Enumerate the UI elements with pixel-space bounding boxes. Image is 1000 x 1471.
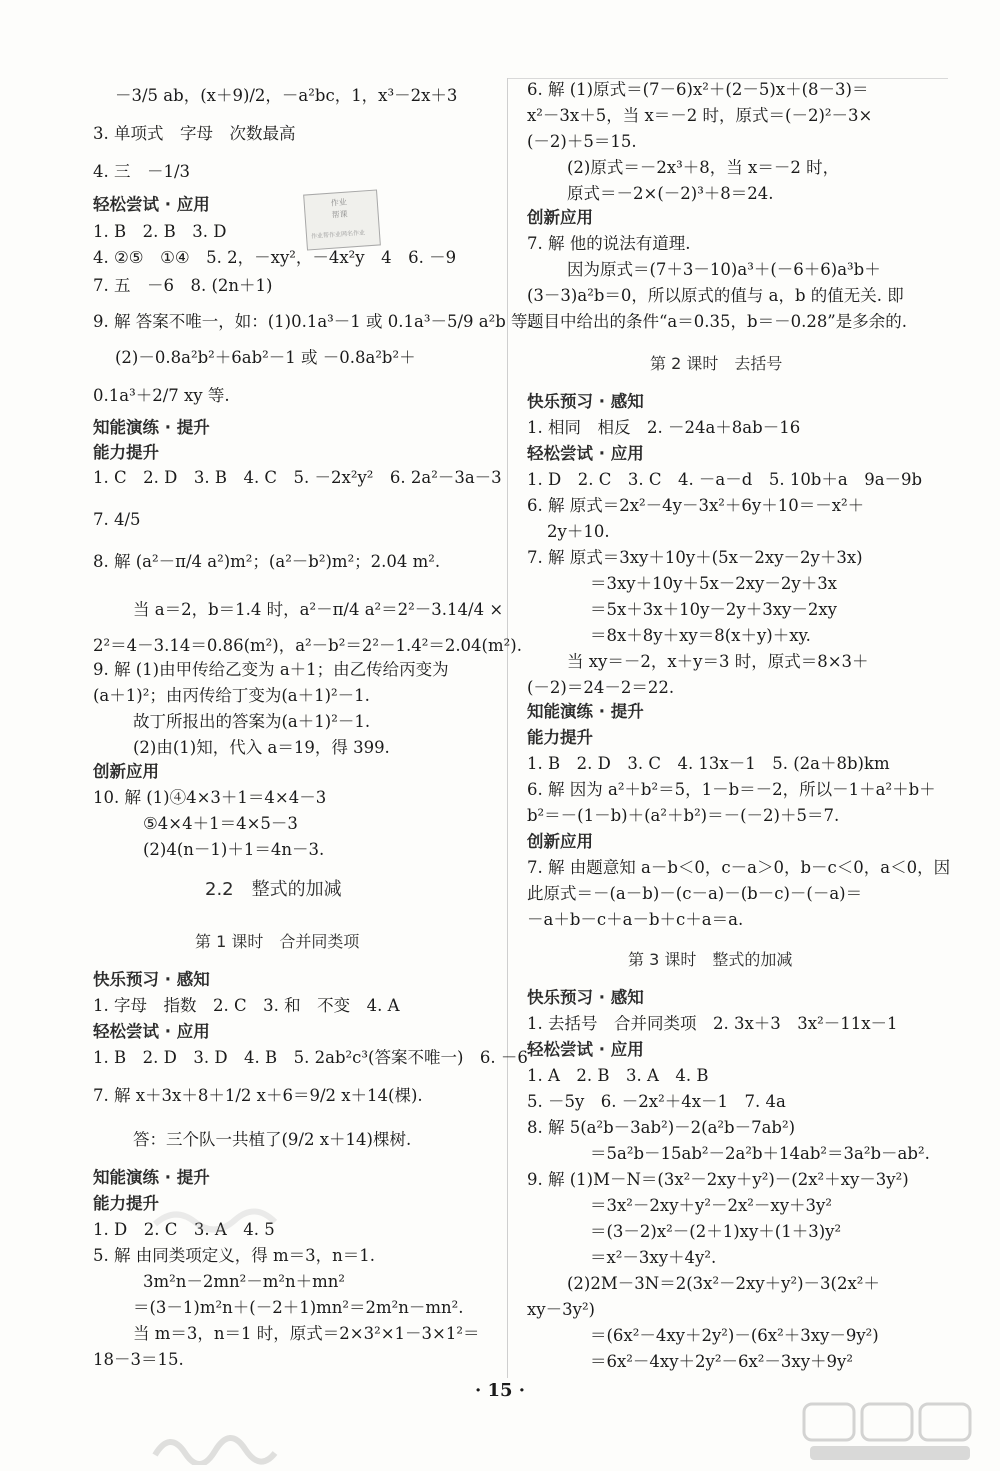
left-text-line: 7. 五 －6 8. (2n＋1) bbox=[93, 276, 273, 295]
left-text-line: 1. B 2. D 3. D 4. B 5. 2ab²c³(答案不唯一) 6. －6 bbox=[93, 1048, 528, 1067]
left-text-line: (2)4(n－1)＋1＝4n－3. bbox=[143, 840, 325, 859]
left-section-label: 创新应用 bbox=[93, 762, 159, 781]
right-text-line: 原式＝－2×(－2)³＋8＝24. bbox=[567, 184, 774, 203]
right-text-line: 7. 解 由题意知 a－b＜0，c－a＞0，b－c＜0，a＜0，因 bbox=[527, 858, 951, 877]
right-text-line: ＝3x²－2xy＋y²－2x²－xy＋3y² bbox=[590, 1196, 832, 1215]
right-text-line: 5. －5y 6. －2x²＋4x－1 7. 4a bbox=[527, 1092, 786, 1111]
right-text-line: (－2)＝24－2＝22. bbox=[527, 678, 675, 697]
watermark-logo-icon bbox=[800, 1400, 980, 1465]
left-text-line: 9. 解 答案不唯一，如：(1)0.1a³－1 或 0.1a³－5/9 a²b 等. bbox=[93, 312, 533, 331]
left-section-title: 第 1 课时 合并同类项 bbox=[195, 932, 360, 951]
left-text-line: 1. D 2. C 3. A 4. 5 bbox=[93, 1220, 275, 1239]
left-text-line: 4. ②⑤ ①④ 5. 2，－xy²，－4x²y 4 6. －9 bbox=[93, 248, 457, 267]
right-text-line: 此原式＝－(a－b)－(c－a)－(b－c)－(－a)＝ bbox=[527, 884, 863, 903]
left-text-line: 当 a＝2，b＝1.4 时，a²－π/4 a²＝2²－3.14/4 × bbox=[133, 600, 504, 619]
left-text-line: (2)由(1)知，代入 a＝19，得 399. bbox=[133, 738, 390, 757]
left-text-line: 1. B 2. B 3. D bbox=[93, 222, 227, 241]
right-section-label: 轻松尝试 · 应用 bbox=[527, 1040, 644, 1059]
right-text-line: ＝(3－2)x²－(2＋1)xy＋(1＋3)y² bbox=[590, 1222, 842, 1241]
right-text-line: 7. 解 他的说法有道理. bbox=[527, 234, 691, 253]
right-text-line: x²－3x＋5，当 x＝－2 时，原式＝(－2)²－3× bbox=[527, 106, 873, 125]
left-text-line: 5. 解 由同类项定义，得 m＝3，n＝1. bbox=[93, 1246, 375, 1265]
left-text-line: 7. 解 x＋3x＋8＋1/2 x＋6＝9/2 x＋14(棵). bbox=[93, 1086, 423, 1105]
left-text-line: 3m²n－2mn²－m²n＋mn² bbox=[143, 1272, 346, 1291]
left-text-line: 7. 4/5 bbox=[93, 510, 141, 529]
right-text-line: 2y＋10. bbox=[547, 522, 610, 541]
right-text-line: ＝6x²－4xy＋2y²－6x²－3xy＋9y² bbox=[590, 1352, 853, 1371]
left-text-line: 0.1a³＋2/7 xy 等. bbox=[93, 386, 230, 405]
right-text-line: 6. 解 原式＝2x²－4y－3x²＋6y＋10＝－x²＋ bbox=[527, 496, 865, 515]
right-section-title: 第 3 课时 整式的加减 bbox=[628, 950, 793, 969]
left-section-label: 能力提升 bbox=[93, 443, 159, 462]
left-section-label: 快乐预习 · 感知 bbox=[93, 970, 210, 989]
watermark-scribble-icon bbox=[150, 1425, 280, 1465]
right-text-line: 当 xy＝－2，x＋y＝3 时，原式＝8×3＋ bbox=[567, 652, 869, 671]
left-text-line: 9. 解 (1)由甲传给乙变为 a＋1；由乙传给丙变为 bbox=[93, 660, 449, 679]
right-text-line: 1. D 2. C 3. C 4. －a－d 5. 10b＋a 9a－9b bbox=[527, 470, 923, 489]
right-text-line: ＝3xy＋10y＋5x－2xy－2y＋3x bbox=[590, 574, 837, 593]
right-text-line: 1. 相同 相反 2. －24a＋8ab－16 bbox=[527, 418, 801, 437]
right-text-line: 6. 解 因为 a²＋b²＝5，1－b＝－2，所以－1＋a²＋b＋ bbox=[527, 780, 936, 799]
right-section-label: 轻松尝试 · 应用 bbox=[527, 444, 644, 463]
left-text-line: 答：三个队一共植了(9/2 x＋14)棵树. bbox=[133, 1130, 412, 1149]
left-text-line: －3/5 ab，(x＋9)/2，－a²bc，1，x³－2x＋3 bbox=[115, 86, 458, 105]
right-text-line: xy－3y²) bbox=[527, 1300, 595, 1319]
stamp-text-3: 作业帮作业网名作业 bbox=[310, 229, 366, 241]
left-text-line: 18－3＝15. bbox=[93, 1350, 184, 1369]
stamp-text-1: 作业 bbox=[330, 197, 348, 208]
left-text-line: 1. C 2. D 3. B 4. C 5. －2x²y² 6. 2a²－3a－3 bbox=[93, 468, 502, 487]
right-text-line: (2)原式＝－2x³＋8，当 x＝－2 时， bbox=[567, 158, 840, 177]
right-text-line: (－2)＋5＝15. bbox=[527, 132, 637, 151]
right-text-line: 9. 解 (1)M－N＝(3x²－2xy＋y²)－(2x²＋xy－3y²) bbox=[527, 1170, 909, 1189]
right-text-line: 6. 解 (1)原式＝(7－6)x²＋(2－5)x＋(8－3)＝ bbox=[527, 80, 869, 99]
right-text-line: ＝5x＋3x＋10y－2y＋3xy－2xy bbox=[590, 600, 837, 619]
left-section-title: 2.2 整式的加减 bbox=[205, 879, 342, 900]
right-text-line: 1. B 2. D 3. C 4. 13x－1 5. (2a＋8b)km bbox=[527, 754, 890, 773]
right-text-line: ＝5a²b－15ab²－2a²b＋14ab²＝3a²b－ab². bbox=[590, 1144, 930, 1163]
right-text-line: (3－3)a²b＝0，所以原式的值与 a，b 的值无关. 即 bbox=[527, 286, 904, 305]
right-section-label: 快乐预习 · 感知 bbox=[527, 392, 644, 411]
right-text-line: 1. 去括号 合并同类项 2. 3x＋3 3x²－11x－1 bbox=[527, 1014, 898, 1033]
right-text-line: (2)2M－3N＝2(3x²－2xy＋y²)－3(2x²＋ bbox=[567, 1274, 880, 1293]
left-text-line: 3. 单项式 字母 次数最高 bbox=[93, 124, 296, 143]
left-section-label: 知能演练 · 提升 bbox=[93, 1168, 210, 1187]
left-text-line: 当 m＝3，n＝1 时，原式＝2×3²×1－3×1²＝ bbox=[133, 1324, 480, 1343]
right-text-line: 7. 解 原式＝3xy＋10y＋(5x－2xy－2y＋3x) bbox=[527, 548, 863, 567]
left-section-label: 能力提升 bbox=[93, 1194, 159, 1213]
page-number: · 15 · bbox=[474, 1380, 526, 1401]
right-text-line: －a＋b－c＋a－b＋c＋a＝a. bbox=[527, 910, 744, 929]
right-text-line: ＝x²－3xy＋4y². bbox=[590, 1248, 717, 1267]
stamp-image bbox=[303, 189, 381, 250]
left-text-line: 4. 三 －1/3 bbox=[93, 162, 191, 181]
right-text-line: ＝(6x²－4xy＋2y²)－(6x²＋3xy－9y²) bbox=[590, 1326, 879, 1345]
right-section-label: 创新应用 bbox=[527, 208, 593, 227]
left-text-line: ＝(3－1)m²n＋(－2＋1)mn²＝2m²n－mn². bbox=[133, 1298, 464, 1317]
right-section-label: 快乐预习 · 感知 bbox=[527, 988, 644, 1007]
right-text-line: ＝8x＋8y＋xy＝8(x＋y)＋xy. bbox=[590, 626, 811, 645]
left-section-label: 轻松尝试 · 应用 bbox=[93, 1022, 210, 1041]
right-section-label: 能力提升 bbox=[527, 728, 593, 747]
left-text-line: 10. 解 (1)④4×3＋1＝4×4－3 bbox=[93, 788, 327, 807]
left-section-label: 知能演练 · 提升 bbox=[93, 418, 210, 437]
right-text-line: 1. A 2. B 3. A 4. B bbox=[527, 1066, 709, 1085]
left-text-line: (2)－0.8a²b²＋6ab²－1 或 －0.8a²b²＋ bbox=[115, 348, 416, 367]
left-text-line: 2²＝4－3.14＝0.86(m²)，a²－b²＝2²－1.4²＝2.04(m²). bbox=[93, 636, 522, 655]
left-text-line: (a＋1)²；由丙传给丁变为(a＋1)²－1. bbox=[93, 686, 370, 705]
watermark-faint-icon bbox=[150, 1200, 280, 1234]
left-section-label: 轻松尝试 · 应用 bbox=[93, 195, 210, 214]
right-text-line: b²＝－(1－b)＋(a²＋b²)＝－(－2)＋5＝7. bbox=[527, 806, 840, 825]
left-text-line: 8. 解 (a²－π/4 a²)m²；(a²－b²)m²；2.04 m². bbox=[93, 552, 441, 571]
right-text-line: 题目中给出的条件“a＝0.35，b＝－0.28”是多余的. bbox=[527, 312, 907, 331]
stamp-text-2: 帮课 bbox=[331, 209, 348, 220]
right-text-line: 8. 解 5(a²b－3ab²)－2(a²b－7ab²) bbox=[527, 1118, 796, 1137]
column-divider bbox=[507, 78, 508, 1378]
right-section-label: 知能演练 · 提升 bbox=[527, 702, 644, 721]
right-text-line: 因为原式＝(7＋3－10)a³＋(－6＋6)a³b＋ bbox=[567, 260, 881, 279]
right-section-label: 创新应用 bbox=[527, 832, 593, 851]
left-text-line: ⑤4×4＋1＝4×5－3 bbox=[143, 814, 298, 833]
right-section-title: 第 2 课时 去括号 bbox=[650, 354, 783, 373]
left-text-line: 1. 字母 指数 2. C 3. 和 不变 4. A bbox=[93, 996, 400, 1015]
left-text-line: 故丁所报出的答案为(a＋1)²－1. bbox=[133, 712, 371, 731]
